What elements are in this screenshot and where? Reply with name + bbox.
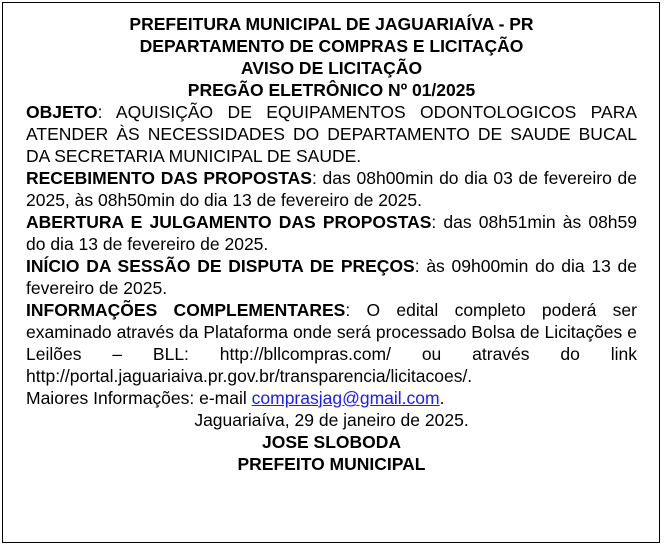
recebimento-label: RECEBIMENTO DAS PROPOSTAS	[26, 168, 312, 188]
inicio-label: INÍCIO DA SESSÃO DE DISPUTA DE PREÇOS	[26, 256, 415, 276]
header-prefeitura: PREFEITURA MUNICIPAL DE JAGUARIAÍVA - PR	[129, 14, 534, 34]
header-pregao: PREGÃO ELETRÔNICO Nº 01/2025	[187, 80, 476, 100]
signer-role: PREFEITO MUNICIPAL	[237, 454, 426, 474]
objeto-text: : AQUISIÇÃO DE EQUIPAMENTOS ODONTOLOGICOS PARA ATENDER ÀS NECESSIDADES DO DEPARTAMENTO DE SAUDE BUCAL DA SECRETARIA MUNICIPAL DE SAUDE.	[26, 102, 637, 166]
maiores-prefix: Maiores Informações: e-mail	[26, 388, 252, 408]
header-departamento: DEPARTAMENTO DE COMPRAS E LICITAÇÃO	[139, 36, 524, 56]
abertura-paragraph	[26, 211, 637, 255]
objeto-paragraph	[26, 101, 637, 167]
abertura-label: ABERTURA E JULGAMENTO DAS PROPOSTAS	[26, 212, 432, 232]
objeto-label: OBJETO	[26, 102, 98, 122]
recebimento-text: : das 08h00min do dia 03 de fevereiro de 2025, às 08h50min do dia 13 de fevereiro de 2025.	[26, 168, 637, 210]
informacoes-label: INFORMAÇÕES COMPLEMENTARES	[26, 300, 346, 320]
maiores-informacoes	[26, 387, 637, 409]
informacoes-text: : O edital completo poderá ser examinado através da Plataforma onde será processado Bolsa de Licitações e Leilões – BLL: http://bllcompras.com/ ou através do link http://portal.jaguariaiva.pr.gov.br/transparencia/licitacoes/.	[26, 300, 637, 386]
recebimento-paragraph	[26, 167, 637, 211]
inicio-text: : às 09h00min do dia 13 de fevereiro de 2025.	[26, 256, 637, 298]
abertura-text: : das 08h51min às 08h59 do dia 13 de fevereiro de 2025.	[26, 212, 637, 254]
place-date: Jaguariaíva, 29 de janeiro de 2025.	[194, 410, 469, 430]
informacoes-paragraph	[26, 299, 637, 387]
email-link[interactable]: comprasjag@gmail.com	[251, 388, 440, 408]
licitacao-notice	[2, 2, 660, 543]
maiores-suffix: .	[439, 388, 445, 408]
inicio-paragraph	[26, 255, 637, 299]
signer-name: JOSE SLOBODA	[261, 432, 402, 452]
header-aviso: AVISO DE LICITAÇÃO	[240, 58, 423, 78]
